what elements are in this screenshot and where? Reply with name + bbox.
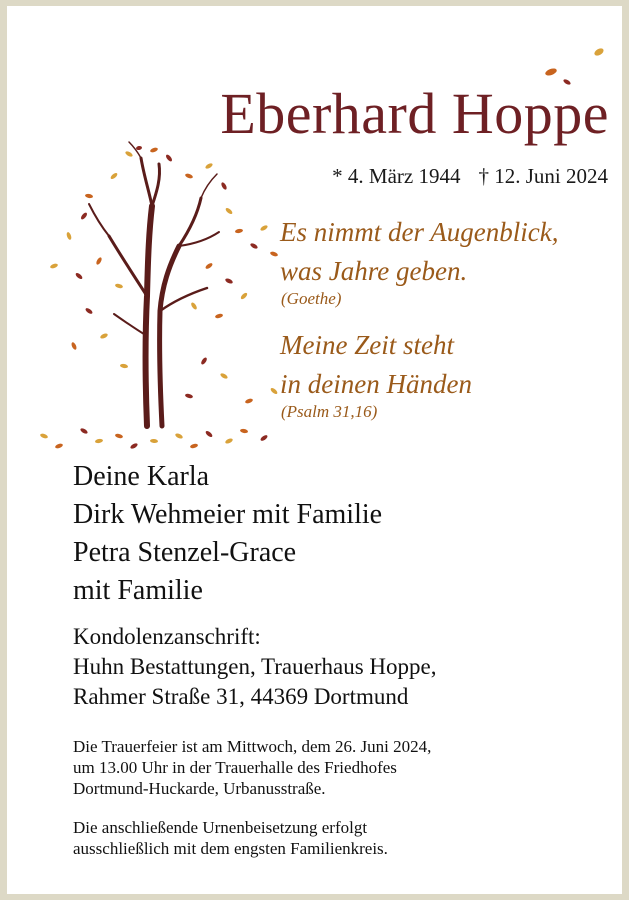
- condolence-line: Huhn Bestattungen, Trauerhaus Hoppe,: [73, 654, 437, 679]
- mourner-line: mit Familie: [73, 575, 203, 606]
- burial-line: ausschließlich mit dem engsten Familienkreis.: [73, 839, 388, 858]
- mourner-line: Deine Karla: [73, 461, 210, 492]
- mourner-line: Petra Stenzel-Grace: [73, 537, 297, 568]
- deceased-name: Eberhard Hoppe: [220, 81, 609, 146]
- quote-source: (Goethe): [281, 289, 342, 308]
- quote-line: in deinen Händen: [280, 369, 472, 399]
- ceremony-line: Die Trauerfeier ist am Mittwoch, dem 26. Juni 2024,: [73, 737, 432, 756]
- quote-line: Meine Zeit steht: [280, 330, 454, 360]
- mourners-list: [73, 458, 382, 610]
- ceremony-info: [73, 736, 431, 799]
- condolence-line: Rahmer Straße 31, 44369 Dortmund: [73, 684, 409, 709]
- condolence-heading: Kondolenzanschrift:: [73, 624, 261, 649]
- quote-goethe: [280, 213, 558, 291]
- burial-line: Die anschließende Urnenbeisetzung erfolgt: [73, 818, 368, 837]
- obituary-card: [7, 6, 622, 894]
- quote-line: was Jahre geben.: [280, 256, 468, 286]
- ceremony-line: um 13.00 Uhr in der Trauerhalle des Friedhofes: [73, 758, 397, 777]
- birth-date: * 4. März 1944: [332, 164, 461, 188]
- death-date: † 12. Juni 2024: [478, 164, 608, 188]
- burial-info: [73, 817, 388, 859]
- life-dates: [7, 164, 608, 189]
- mourner-line: Dirk Wehmeier mit Familie: [73, 499, 383, 530]
- quote-psalm: [280, 326, 472, 404]
- ceremony-line: Dortmund-Huckarde, Urbanusstraße.: [73, 779, 326, 798]
- condolence-address: [73, 622, 437, 712]
- quote-source: (Psalm 31,16): [281, 402, 378, 421]
- quote-line: Es nimmt der Augenblick,: [280, 217, 559, 247]
